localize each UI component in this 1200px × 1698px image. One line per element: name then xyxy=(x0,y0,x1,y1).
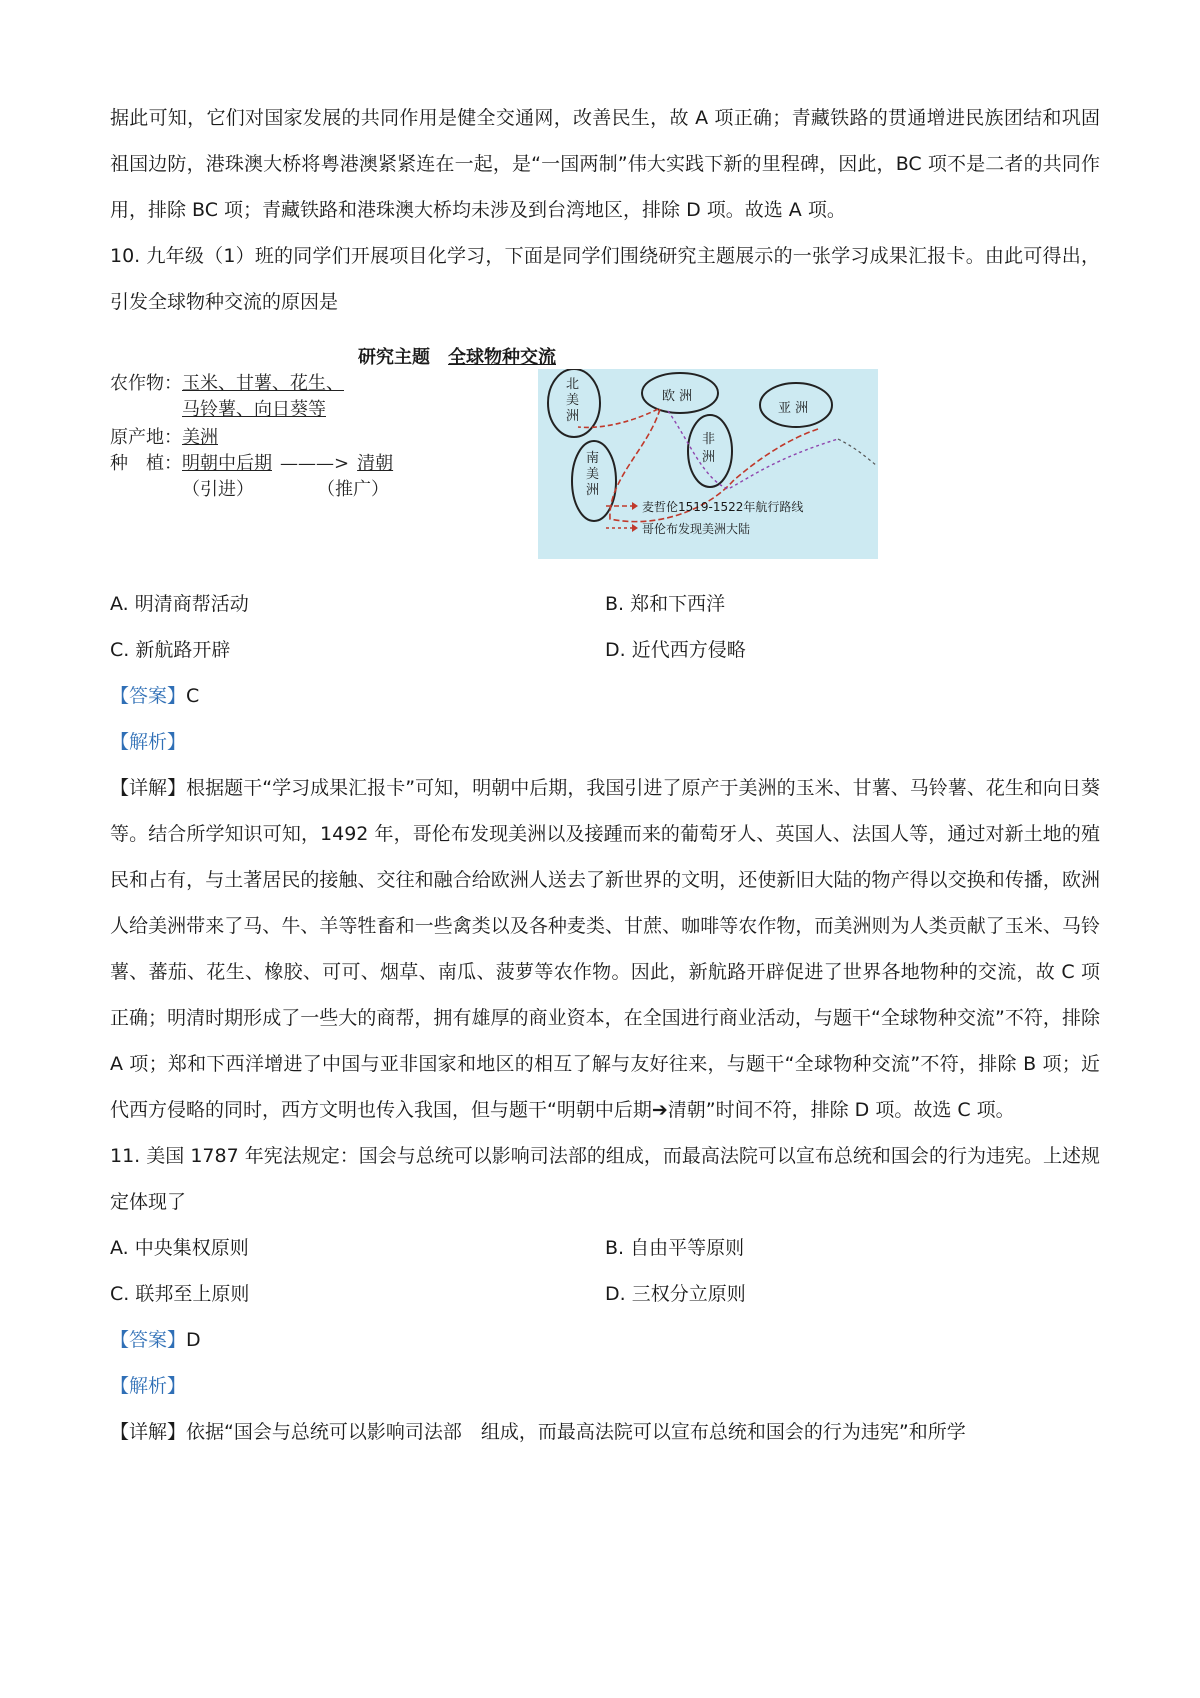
q11-detail-text: 依据“国会与总统可以影响司法部 组成，而最高法院可以宣布总统和国会的行为违宪”和所学 xyxy=(186,1421,966,1443)
planting-label: 种 植： xyxy=(110,453,182,474)
origin-label: 原产地： xyxy=(110,427,182,448)
crops-line-2: 马铃薯、向日葵等 xyxy=(182,399,326,420)
q10-analysis xyxy=(110,719,1100,765)
q10-answer-tag: 【答案】 xyxy=(110,685,187,707)
q11-option-c: C. 联邦至上原则 xyxy=(110,1283,250,1305)
q11-option-d: D. 三权分立原则 xyxy=(605,1283,746,1305)
legend-columbus: 哥伦布发现美洲大陆 xyxy=(642,522,751,536)
label-asia: 亚 洲 xyxy=(778,401,809,416)
q10-option-c: C. 新航路开辟 xyxy=(110,639,231,661)
q11-option-b: B. 自由平等原则 xyxy=(605,1237,745,1259)
planting-row xyxy=(110,449,393,475)
voyage-map xyxy=(538,369,878,559)
crops-row xyxy=(110,369,344,395)
crops-label: 农作物： xyxy=(110,373,182,394)
q10-detail-text: 根据题干“学习成果汇报卡”可知，明朝中后期，我国引进了原产于美洲的玉米、甘薯、马铃薯、花生和向日葵等。结合所学知识可知，1492 年，哥伦布发现美洲以及接踵而来的葡萄牙人、英国人、法国人等，通过对新土地的殖民和占有，与土著居民的接触、交往和融合给欧洲人送去了新世界的文明，还使新旧大陆的物产得以交换和传播，欧洲人给美洲带来了马、牛、羊等牲畜和一些禽类以及各种麦类、甘蔗、咖啡等农作物，而美洲则为人类贡献了玉米、马铃薯、蕃茄、花生、橡胶、可可、烟草、南瓜、菠萝等农作物。因此，新航路开辟促进了世界各地物种的交流，故 C 项正确；明清时期形成了一些大的商帮，拥有雄厚的商业资本，在全国进行商业活动，与题干“全球物种交流”不符，排除 A 项；郑和下西洋增进了中国与亚非国家和地区的相互了解与友好往来，与题干“全球物种交流”不符，排除 B 项；近代西方侵略的同时，西方文明也传入我国，但与题干“明朝中后期➔清朝”时间不符，排除 D 项。故选 C 项。 xyxy=(110,777,1100,1121)
q10-option-b: B. 郑和下西洋 xyxy=(605,593,726,615)
planting-arrow: ———> xyxy=(280,453,350,474)
label-south-america: 南美洲 xyxy=(586,451,600,498)
planting-notes xyxy=(182,475,389,501)
q11-option-a: A. 中央集权原则 xyxy=(110,1237,249,1259)
label-africa: 非洲 xyxy=(702,432,716,465)
q11-answer xyxy=(110,1317,1100,1363)
q11-analysis-tag: 【解析】 xyxy=(110,1375,187,1397)
origin-value: 美洲 xyxy=(182,427,218,448)
origin-row xyxy=(110,423,218,449)
q11-detail-tag: 【详解】 xyxy=(110,1421,187,1443)
question-11-options xyxy=(110,1225,1100,1317)
q10-option-d: D. 近代西方侵略 xyxy=(605,639,746,661)
q11-detail xyxy=(110,1409,1100,1455)
q10-answer xyxy=(110,673,1100,719)
previous-explanation: 据此可知，它们对国家发展的共同作用是健全交通网，改善民生，故 A 项正确；青藏铁路的贯通增进民族团结和巩固祖国边防，港珠澳大桥将粤港澳紧紧连在一起，是“一国两制”伟大实践下新的里程碑，因此，BC 项不是二者的共同作用，排除 BC 项；青藏铁路和港珠澳大桥均未涉及到台湾地区，排除 D 项。故选 A 项。 xyxy=(110,107,1100,221)
label-europe: 欧 洲 xyxy=(662,389,693,404)
q10-detail xyxy=(110,765,1100,1133)
page xyxy=(110,95,1100,1455)
question-10-figure xyxy=(110,343,1100,573)
question-10-options xyxy=(110,581,1100,673)
q11-answer-value: D xyxy=(186,1329,201,1351)
card-title-label: 研究主题 xyxy=(358,347,430,368)
columbus-route xyxy=(578,409,658,427)
label-north-america: 北美洲 xyxy=(566,377,580,424)
crops-line-1: 玉米、甘薯、花生、 xyxy=(182,373,344,394)
q10-detail-tag: 【详解】 xyxy=(110,777,187,799)
east-route xyxy=(838,439,876,465)
card-title xyxy=(358,343,556,369)
legend-magellan-arrow xyxy=(632,502,638,510)
note-promote: （推广） xyxy=(326,479,389,500)
q11-analysis xyxy=(110,1363,1100,1409)
q10-answer-value: C xyxy=(186,685,200,707)
planting-to: 清朝 xyxy=(357,453,394,474)
return-route xyxy=(668,411,838,489)
crops-row-2 xyxy=(182,395,326,421)
note-introduce: （引进） xyxy=(182,479,254,500)
legend-magellan: 麦哲伦1519-1522年航行路线 xyxy=(642,500,804,514)
q10-analysis-tag: 【解析】 xyxy=(110,731,187,753)
question-11-stem: 11. 美国 1787 年宪法规定：国会与总统可以影响司法部的组成，而最高法院可以宣布总统和国会的行为违宪。上述规定体现了 xyxy=(110,1145,1100,1213)
legend-columbus-arrow xyxy=(632,524,638,532)
q11-answer-tag: 【答案】 xyxy=(110,1329,187,1351)
planting-from: 明朝中后期 xyxy=(182,453,272,474)
question-10-stem: 10. 九年级（1）班的同学们开展项目化学习，下面是同学们围绕研究主题展示的一张学习成果汇报卡。由此可得出，引发全球物种交流的原因是 xyxy=(110,245,1100,313)
card-title-value: 全球物种交流 xyxy=(448,347,556,368)
q10-option-a: A. 明清商帮活动 xyxy=(110,593,249,615)
